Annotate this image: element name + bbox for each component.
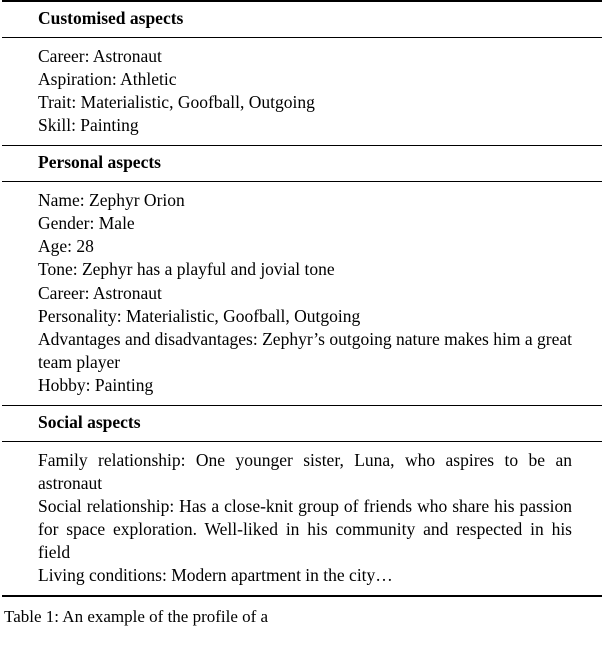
section-header-personal-aspects: Personal aspects [38,152,161,173]
section-header-customised-aspects: Customised aspects [38,8,184,28]
profile-line: Skill: Painting [38,115,139,136]
profile-line: Living conditions: Modern apartment in the city… [38,565,393,586]
section-body-customised-aspects [2,38,602,145]
profile-line: Career: Astronaut [38,282,162,303]
profile-line: Trait: Materialistic, Goofball, Outgoing [38,92,315,113]
table-caption: Table 1: An example of the profile of a [4,607,269,627]
profile-line: Social relationship: Has a close-knit group of friends who share his passion for space exploration. Well-liked in his community and respected in his field [38,496,572,563]
section-body-social-aspects [2,442,602,596]
profile-line: Gender: Male [38,213,135,234]
profile-line: Age: 28 [38,236,94,257]
profile-line: Career: Astronaut [38,45,162,66]
profile-line: Tone: Zephyr has a playful and jovial tone [38,259,335,280]
profile-line: Name: Zephyr Orion [38,190,185,211]
profile-line: Advantages and disadvantages: Zephyr’s outgoing nature makes him a great team player [38,328,572,372]
section-header-social-aspects: Social aspects [38,411,141,432]
section-body-personal-aspects [2,182,602,405]
profile-line: Personality: Materialistic, Goofball, Outgoing [38,305,361,326]
profile-line: Hobby: Painting [38,374,154,395]
profile-line: Aspiration: Athletic [38,68,177,89]
profile-line: Family relationship: One younger sister, Luna, who aspires to be an astronaut [38,449,572,493]
